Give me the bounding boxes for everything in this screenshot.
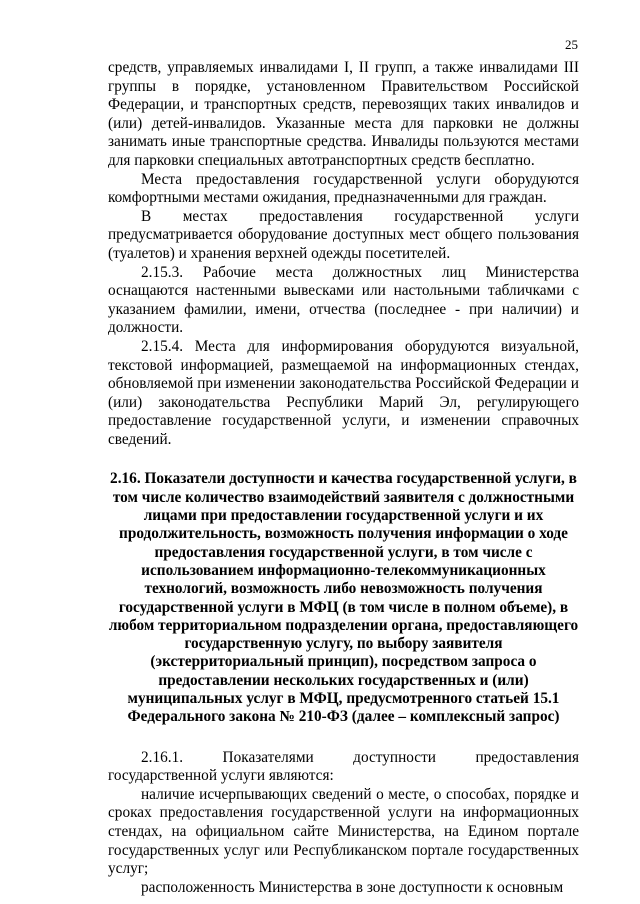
paragraph-waiting-places: Места предоставления государственной услуги оборудуются комфортными местами ожидания, предназначенными для граждан. — [108, 170, 579, 207]
paragraph-toilets: В местах предоставления государственной услуги предусматривается оборудование доступных мест общего пользования (туалетов) и хранения верхней одежды посетителей. — [108, 207, 579, 262]
section-heading-2-16: 2.16. Показатели доступности и качества государственной услуги, в том числе количество взаимодействий заявителя с должностными лицами при предоставлении государственной услуги и их продолжительность, возможность получения информации о ходе предоставления государственной услуги, в том числе с использованием информационно-телекоммуникационных технологий, возможность либо невозможность получения государственной услуги в МФЦ (в том числе в полном объеме), в любом территориальном подразделении органа, предоставляющего государственную услугу, по выбору заявителя (экстерриториальный принцип), посредством запроса о предоставлении нескольких государственных и (или) муниципальных услуг в МФЦ, предусмотренного статьей 15.1 Федерального закона № 210-ФЗ (далее – комплексный запрос) — [108, 470, 579, 726]
paragraph-2-16-1: 2.16.1. Показателями доступности предоставления государственной услуги являются: — [108, 748, 579, 785]
document-body — [108, 59, 579, 897]
paragraph-2-15-4: 2.15.4. Места для информирования оборудуются визуальной, текстовой информацией, размещаемой на информационных стендах, обновляемой при изменении законодательства Российской Федерации и (или) законодательства Республики Марий Эл, регулирующего предоставление государственной услуги, и изменении справочных сведений. — [108, 337, 579, 448]
page-number: 25 — [565, 37, 578, 52]
paragraph-exhaustive-info: наличие исчерпывающих сведений о месте, о способах, порядке и сроках предоставления государственной услуги на информационных стендах, на официальном сайте Министерства, на Едином портале государственных услуг или Республиканском портале государственных услуг; — [108, 785, 579, 878]
paragraph-parking: средств, управляемых инвалидами I, II групп, а также инвалидами III группы в порядке, установленном Правительством Российской Федерации, и транспортных средств, перевозящих таких инвалидов и (или) детей-инвалидов. Указанные места для парковки не должны занимать иные транспортные средства. Инвалиды пользуются местами для парковки специальных автотранспортных средств бесплатно. — [108, 59, 579, 169]
paragraph-location: расположенность Министерства в зоне доступности к основным — [141, 878, 564, 896]
paragraph-2-15-3: 2.15.3. Рабочие места должностных лиц Министерства оснащаются настенными вывесками или настольными табличками с указанием фамилии, имени, отчества (последнее - при наличии) и должности. — [108, 263, 579, 337]
